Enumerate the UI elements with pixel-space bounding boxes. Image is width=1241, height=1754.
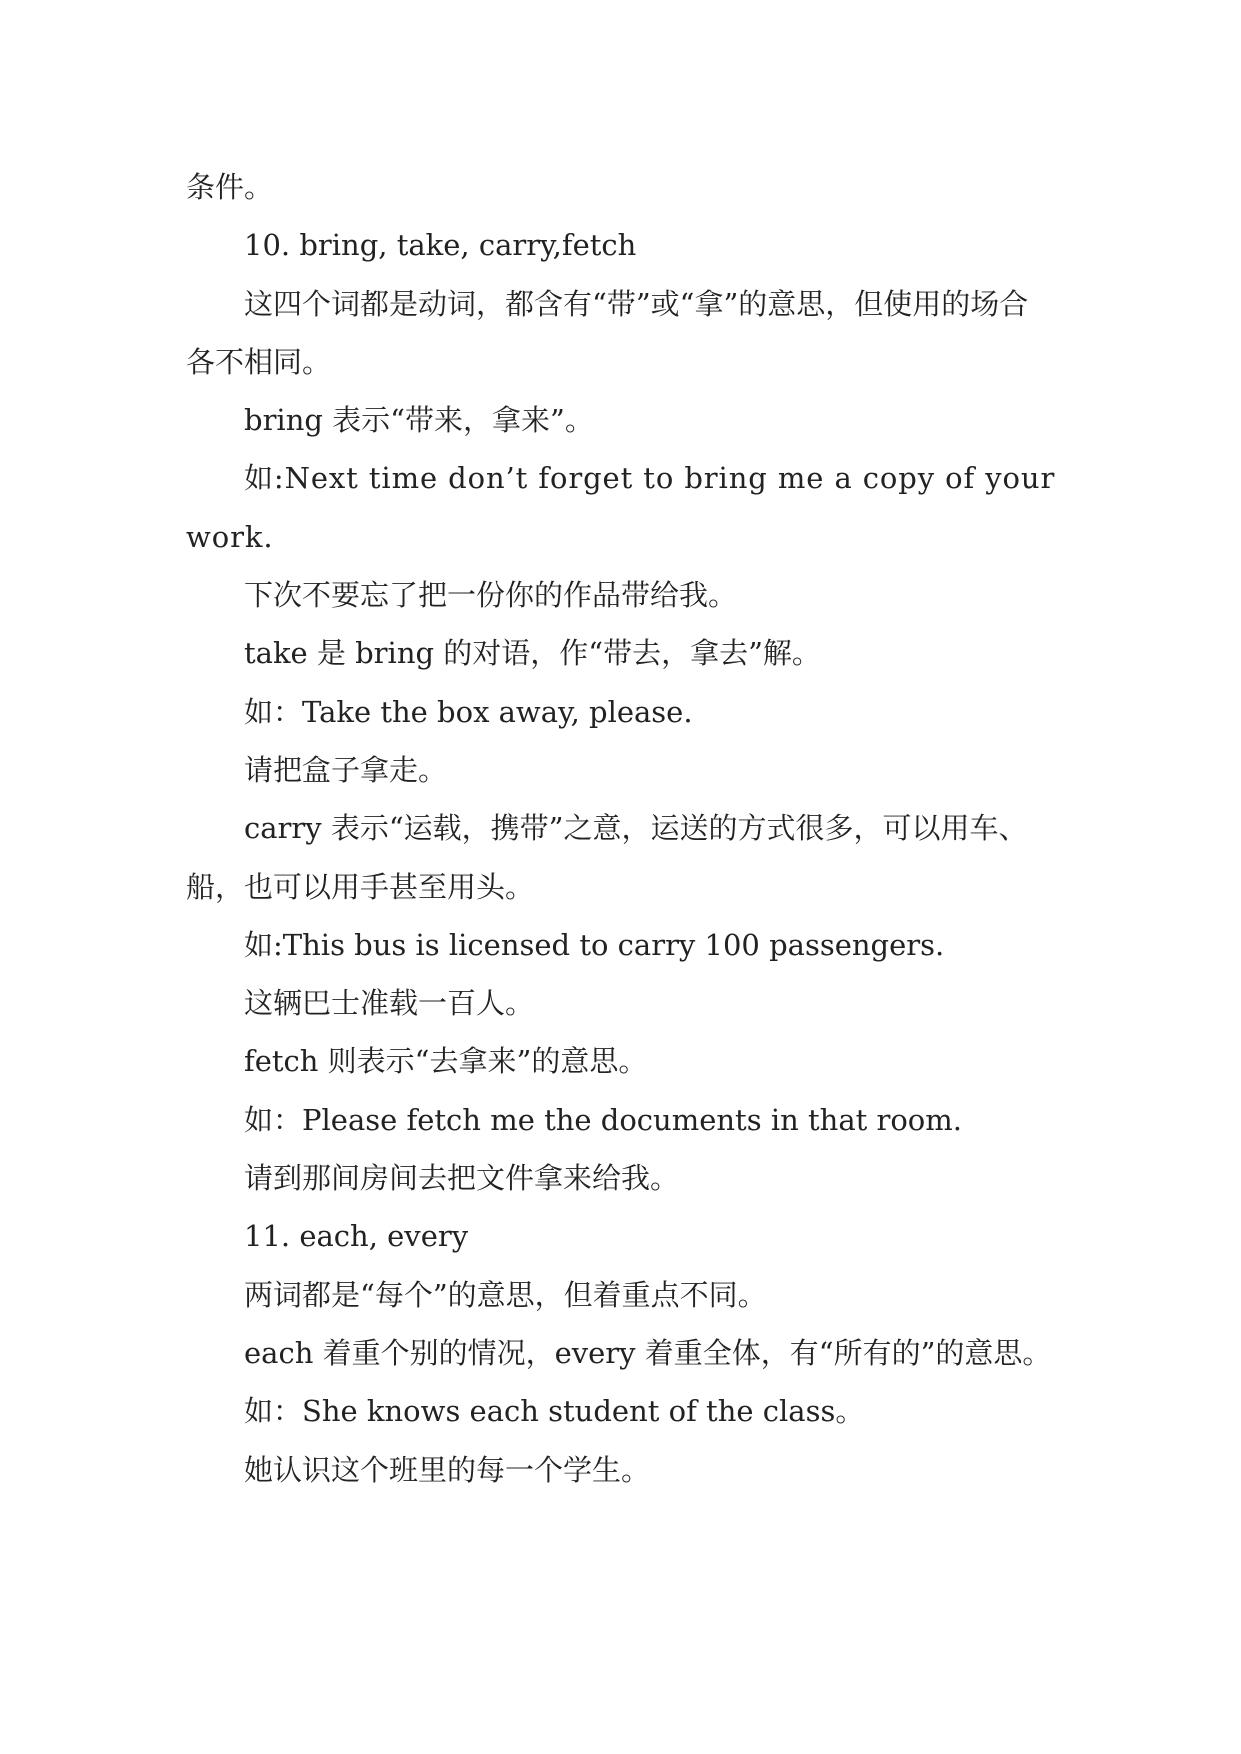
paragraph-carry-definition: carry 表示“运载，携带”之意，运送的方式很多，可以用车、船，也可以用手甚至用头。 bbox=[186, 811, 1028, 904]
paragraph-each-every-definition: each 着重个别的情况，every 着重全体，有“所有的”的意思。 bbox=[244, 1335, 1052, 1370]
paragraph-fetch-translation: 请到那间房间去把文件拿来给我。 bbox=[244, 1161, 680, 1196]
paragraph-continuation: 条件。 bbox=[186, 170, 274, 204]
paragraph-bring-translation: 下次不要忘了把一份你的作品带给我。 bbox=[244, 578, 738, 613]
paragraph-each-translation: 她认识这个班里的每一个学生。 bbox=[244, 1452, 651, 1487]
paragraph-intro-11: 两词都是“每个”的意思，但着重点不同。 bbox=[244, 1277, 767, 1312]
paragraph-intro-10: 这四个词都是动词，都含有“带”或“拿”的意思，但使用的场合各不相同。 bbox=[186, 286, 1029, 379]
section-heading-10: 10. bring, take, carry,fetch bbox=[244, 228, 637, 263]
paragraph-carry-translation: 这辆巴士准载一百人。 bbox=[244, 986, 535, 1021]
section-heading-11: 11. each, every bbox=[244, 1219, 469, 1254]
paragraph-bring-example: 如:Next time don’t forget to bring me a copy of your work. bbox=[186, 461, 1066, 554]
paragraph-each-example: 如：She knows each student of the class。 bbox=[244, 1394, 865, 1429]
paragraph-fetch-definition: fetch 则表示“去拿来”的意思。 bbox=[244, 1044, 648, 1079]
document-body bbox=[186, 158, 1066, 1499]
paragraph-carry-example: 如:This bus is licensed to carry 100 passengers. bbox=[244, 927, 945, 962]
paragraph-take-example: 如：Take the box away, please. bbox=[244, 694, 693, 729]
paragraph-fetch-example: 如：Please fetch me the documents in that room. bbox=[244, 1102, 962, 1137]
paragraph-take-definition: take 是 bring 的对语，作“带去，拿去”解。 bbox=[244, 636, 821, 671]
paragraph-bring-definition: bring 表示“带来，拿来”。 bbox=[244, 403, 594, 438]
paragraph-take-translation: 请把盒子拿走。 bbox=[244, 752, 448, 787]
